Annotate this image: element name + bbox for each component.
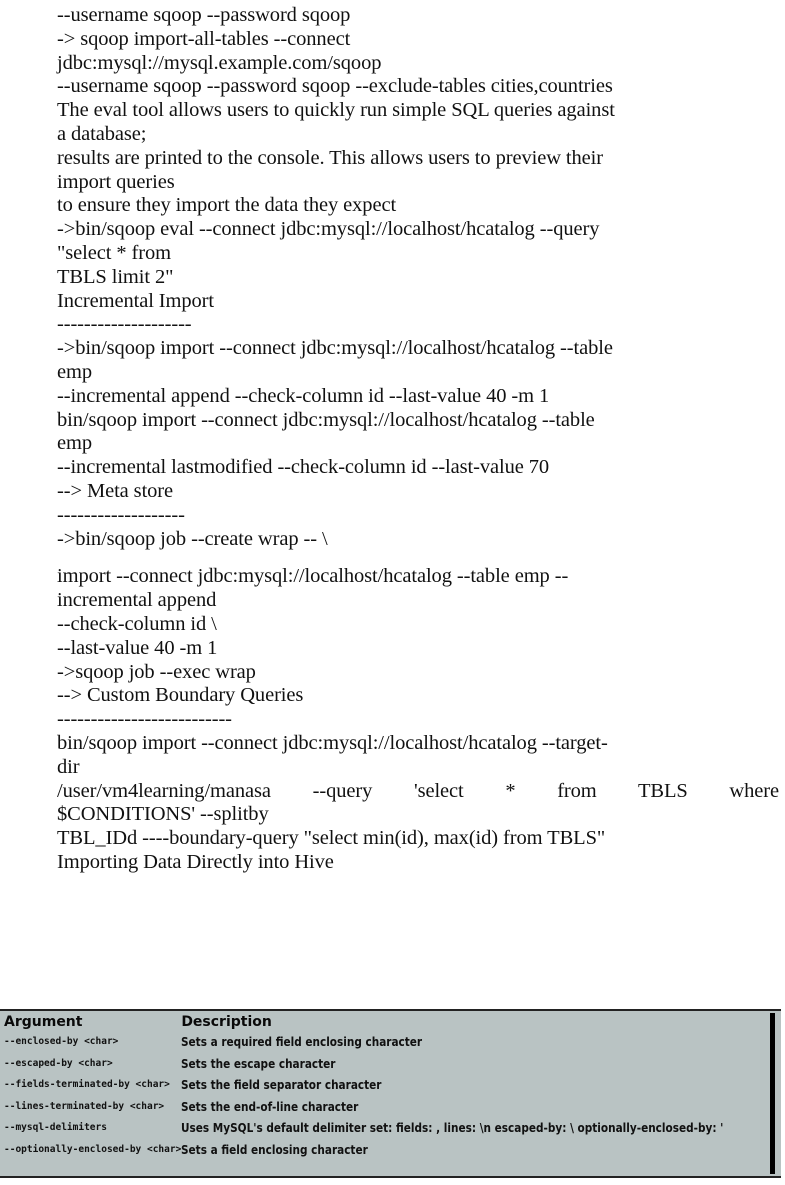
text-line: emp bbox=[57, 432, 92, 455]
argument-header: Argument bbox=[4, 1014, 83, 1030]
table-row bbox=[4, 1139, 785, 1161]
divider-line: -------------------------- bbox=[57, 708, 232, 731]
section-heading: Incremental Import bbox=[57, 289, 215, 312]
text-line: jdbc:mysql://mysql.example.com/sqoop bbox=[57, 51, 382, 74]
divider-line: ------------------- bbox=[57, 503, 185, 526]
section-heading: --> Meta store bbox=[57, 479, 174, 502]
text-line: to ensure they import the data they expect bbox=[57, 194, 397, 217]
text-line: ->sqoop job --exec wrap bbox=[57, 660, 256, 683]
text-line-justified: /user/vm4learning/manasa --query 'select * from TBLS where bbox=[57, 779, 779, 802]
text-line: bin/sqoop import --connect jdbc:mysql://localhost/hcatalog --table bbox=[57, 408, 595, 431]
argument-table-image bbox=[0, 1009, 781, 1178]
description-text: Uses MySQL's default delimiter set: fields: , lines: \n escaped-by: \ optionally-enclosed-by: ' bbox=[181, 1120, 724, 1135]
description-text: Sets the field separator character bbox=[181, 1077, 382, 1092]
section-heading: --> Custom Boundary Queries bbox=[57, 684, 304, 707]
text-line: ->bin/sqoop eval --connect jdbc:mysql://localhost/hcatalog --query bbox=[57, 218, 600, 241]
text-line: The eval tool allows users to quickly run simple SQL queries against bbox=[57, 99, 615, 122]
document-body bbox=[57, 4, 779, 875]
paragraph-gap bbox=[57, 551, 779, 565]
text-line: ->bin/sqoop import --connect jdbc:mysql://localhost/hcatalog --table bbox=[57, 337, 613, 360]
text-line: --username sqoop --password sqoop bbox=[57, 4, 351, 26]
table-row bbox=[4, 1117, 785, 1139]
text-line: -> sqoop import-all-tables --connect bbox=[57, 27, 351, 50]
text-line: results are printed to the console. This allows users to preview their bbox=[57, 146, 603, 169]
scroll-edge-bar bbox=[770, 1013, 775, 1174]
description-text: Sets a required field enclosing character bbox=[181, 1034, 423, 1049]
divider-line: -------------------- bbox=[57, 313, 192, 336]
text-line: --check-column id \ bbox=[57, 612, 217, 635]
description-text: Sets a field enclosing character bbox=[181, 1141, 369, 1157]
section-heading: Importing Data Directly into Hive bbox=[57, 850, 334, 873]
argument-cell: --fields-terminated-by <char> bbox=[4, 1079, 170, 1090]
description-header: Description bbox=[181, 1014, 272, 1030]
description-cell bbox=[181, 1074, 785, 1096]
text-line: incremental append bbox=[57, 589, 217, 612]
text-line: a database; bbox=[57, 122, 147, 145]
text-line: --username sqoop --password sqoop --exclude-tables cities,countries bbox=[57, 75, 613, 98]
argument-cell: --lines-terminated-by <char> bbox=[4, 1100, 165, 1112]
description-cell bbox=[181, 1031, 785, 1053]
text-line: TBLS limit 2" bbox=[57, 265, 174, 288]
text-line: --incremental append --check-column id --last-value 40 -m 1 bbox=[57, 384, 550, 407]
text-line: emp bbox=[57, 360, 92, 383]
text-line: ->bin/sqoop job --create wrap -- \ bbox=[57, 527, 328, 550]
table-header-row bbox=[4, 1013, 785, 1031]
description-cell bbox=[181, 1053, 785, 1075]
table-row bbox=[4, 1096, 785, 1118]
table-row bbox=[4, 1074, 785, 1096]
argument-cell: --enclosed-by <char> bbox=[4, 1036, 119, 1047]
text-line: dir bbox=[57, 755, 80, 778]
argument-table bbox=[4, 1013, 785, 1160]
text-line: --incremental lastmodified --check-column id --last-value 70 bbox=[57, 456, 550, 479]
table-row bbox=[4, 1053, 785, 1075]
text-line: TBL_IDd ----boundary-query "select min(id), max(id) from TBLS" bbox=[57, 827, 606, 850]
text-line: "select * from bbox=[57, 241, 171, 264]
text-line: --last-value 40 -m 1 bbox=[57, 636, 218, 659]
description-text: Sets the end-of-line character bbox=[181, 1098, 359, 1114]
text-line: bin/sqoop import --connect jdbc:mysql://localhost/hcatalog --target- bbox=[57, 731, 608, 754]
text-line: import --connect jdbc:mysql://localhost/hcatalog --table emp -- bbox=[57, 565, 569, 588]
text-line: $CONDITIONS' --splitby bbox=[57, 803, 269, 826]
description-cell bbox=[181, 1139, 785, 1161]
description-cell bbox=[181, 1117, 785, 1139]
description-cell bbox=[181, 1096, 785, 1118]
text-line: import queries bbox=[57, 170, 175, 193]
argument-cell: --mysql-delimiters bbox=[4, 1122, 107, 1133]
argument-cell: --escaped-by <char> bbox=[4, 1057, 113, 1069]
description-text: Sets the escape character bbox=[181, 1055, 336, 1071]
argument-cell: --optionally-enclosed-by <char> bbox=[4, 1143, 182, 1155]
table-row bbox=[4, 1031, 785, 1053]
